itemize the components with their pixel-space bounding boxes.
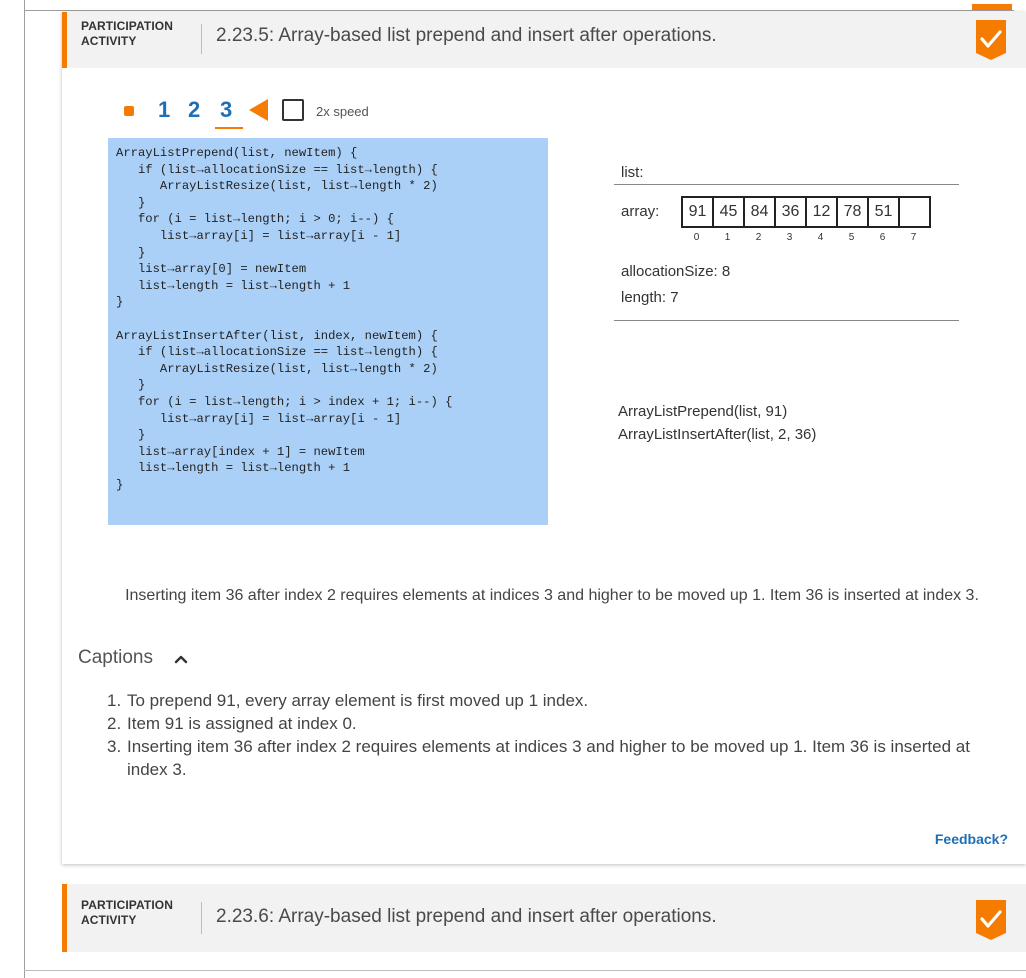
caption-number: 3. xyxy=(107,737,122,756)
caption-item xyxy=(107,689,1007,712)
code-line: } xyxy=(116,378,146,393)
activity-title: 2.23.6: Array-based list prepend and insert after operations. xyxy=(216,906,717,927)
call-line: ArrayListInsertAfter(list, 2, 36) xyxy=(618,426,817,443)
length-text: length: 7 xyxy=(621,289,679,306)
list-label: list: xyxy=(621,164,644,181)
code-line: list→array[i] = list→array[i - 1] xyxy=(116,228,402,243)
array-cell: 91 xyxy=(681,196,714,228)
code-line: list→length = list→length + 1 xyxy=(116,278,351,293)
code-line: ArrayListResize(list, list→length * 2) xyxy=(116,361,438,376)
participation-activity-2-23-6 xyxy=(62,884,1026,978)
caption-text: Item 91 is assigned at index 0. xyxy=(127,714,357,733)
code-line: for (i = list→length; i > 0; i--) { xyxy=(116,212,394,227)
current-caption: Inserting item 36 after index 2 requires elements at indices 3 and higher to be moved up 1. Item 36 is inserted at index 3. xyxy=(125,587,979,604)
array-cell: 12 xyxy=(805,196,838,228)
checkmark-badge-icon xyxy=(976,20,1006,60)
code-line: list→length = list→length + 1 xyxy=(116,461,351,476)
current-step-indicator xyxy=(215,127,243,129)
array-cell: 51 xyxy=(867,196,900,228)
caption-list xyxy=(107,689,1007,781)
activity-type-label: PARTICIPATION ACTIVITY xyxy=(81,898,173,927)
feedback-link[interactable]: Feedback? xyxy=(934,831,1008,847)
code-panel xyxy=(108,138,548,525)
previous-card-bottom xyxy=(24,10,1014,11)
array-index: 0 xyxy=(693,232,700,243)
code-line: if (list→allocationSize == list→length) { xyxy=(116,162,438,177)
caption-item xyxy=(107,712,1007,735)
allocation-size-text: allocationSize: 8 xyxy=(621,263,731,280)
code-line: list→array[i] = list→array[i - 1] xyxy=(116,411,402,426)
code-line: ArrayListInsertAfter(list, index, newItem) { xyxy=(116,328,438,343)
square-stop-icon[interactable] xyxy=(124,106,134,116)
array-indices xyxy=(681,232,929,243)
caption-number: 2. xyxy=(107,714,122,733)
captions-label: Captions xyxy=(78,647,153,668)
array-index: 4 xyxy=(817,232,824,243)
step-1-button[interactable]: 1 xyxy=(158,97,171,122)
code-line: ArrayListResize(list, list→length * 2) xyxy=(116,179,438,194)
array-cell: 84 xyxy=(743,196,776,228)
chevron-up-icon xyxy=(174,654,188,664)
participation-activity-2-23-5 xyxy=(62,12,1026,864)
activity-type-label: PARTICIPATION ACTIVITY xyxy=(81,19,173,48)
array-cell: 45 xyxy=(712,196,745,228)
speed-checkbox[interactable] xyxy=(282,99,304,121)
left-border xyxy=(24,0,25,978)
header-divider xyxy=(201,902,202,934)
code-line: } xyxy=(116,295,124,310)
code-line: list→array[0] = newItem xyxy=(116,262,307,277)
function-calls xyxy=(618,400,816,446)
caption-text: Inserting item 36 after index 2 requires elements at indices 3 and higher to be moved up 1. Item 36 is inserted at index 3. xyxy=(127,737,970,779)
array-cell: 78 xyxy=(836,196,869,228)
diagram-bottom-rule xyxy=(614,320,959,321)
code-line xyxy=(116,311,548,328)
code-line: if (list→allocationSize == list→length) { xyxy=(116,345,438,360)
array-index: 7 xyxy=(910,232,917,243)
caption-text: To prepend 91, every array element is first moved up 1 index. xyxy=(127,691,589,710)
step-3-button[interactable]: 3 xyxy=(220,97,233,122)
array-index: 1 xyxy=(724,232,731,243)
page-bottom-rule xyxy=(24,970,1026,971)
step-2-button[interactable]: 2 xyxy=(188,97,201,122)
caption-number: 1. xyxy=(107,691,122,710)
code-line: } xyxy=(116,245,146,260)
array-index: 6 xyxy=(879,232,886,243)
previous-card-accent xyxy=(972,4,1012,10)
array-label: array: xyxy=(621,203,660,220)
speed-label: 2x speed xyxy=(316,104,369,119)
array-index: 2 xyxy=(755,232,762,243)
caption-item xyxy=(107,735,1007,781)
code-line: } xyxy=(116,195,146,210)
code-line: } xyxy=(116,477,124,492)
header-divider xyxy=(201,24,202,54)
diagram-top-rule xyxy=(614,184,959,185)
activity-header xyxy=(62,12,1026,68)
code-line: } xyxy=(116,428,146,443)
code-line: ArrayListPrepend(list, newItem) { xyxy=(116,146,358,160)
array-cells xyxy=(681,196,931,228)
captions-toggle[interactable] xyxy=(78,647,153,669)
array-index: 5 xyxy=(848,232,855,243)
triangle-left-icon[interactable] xyxy=(249,99,268,121)
activity-title: 2.23.5: Array-based list prepend and insert after operations. xyxy=(216,25,717,46)
array-index: 3 xyxy=(786,232,793,243)
array-cell: 36 xyxy=(774,196,807,228)
code-line: list→array[index + 1] = newItem xyxy=(116,444,365,459)
call-line: ArrayListPrepend(list, 91) xyxy=(618,403,788,420)
code-line: for (i = list→length; i > index + 1; i--) { xyxy=(116,394,453,409)
array-cell xyxy=(898,196,931,228)
activity-header xyxy=(62,884,1026,952)
checkmark-badge-icon xyxy=(976,900,1006,940)
